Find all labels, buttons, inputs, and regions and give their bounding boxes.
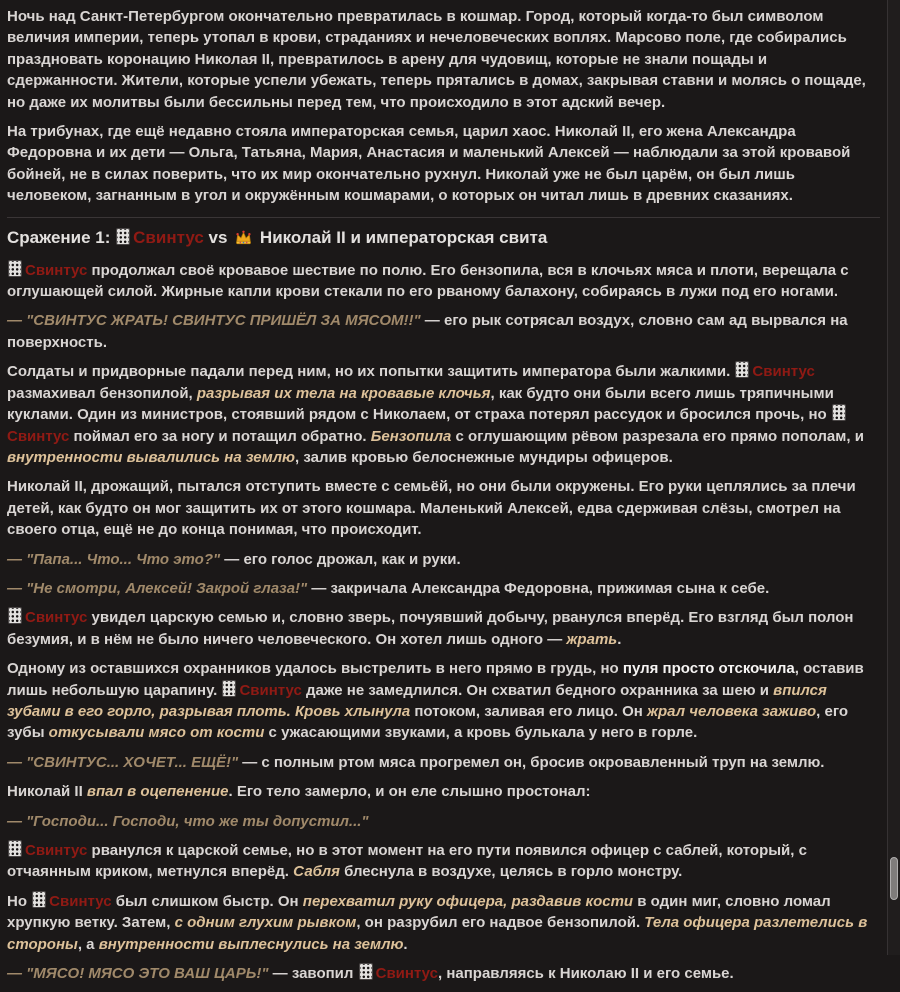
text-run-body: продолжал своё кровавое шествие по полю. Его бензопила, вся в клочьях мяса и плоти, верещала с оглушающей силой. Жирные капли крови стекали по его рваному балахону, собираясь в лужи под его ногами. <box>7 261 849 301</box>
text-run-body: в один миг, словно ломал хрупкую ветку. Затем, <box>7 892 831 932</box>
text-run-quote: — "СВИНТУС ЖРАТЬ! СВИНТУС ПРИШЁЛ ЗА МЯСОМ!!" <box>7 312 421 330</box>
text-run-em: внутренности вывалились на землю <box>7 448 296 466</box>
missing-glyph-tofu-icon <box>832 404 846 421</box>
character-name: Свинтус <box>239 681 302 699</box>
story-paragraph <box>7 658 880 744</box>
section-divider <box>7 217 880 218</box>
text-run-body: — его голос дрожал, как и руки. <box>220 550 461 568</box>
text-run-body: , оставив лишь небольшую царапину. <box>7 660 864 699</box>
text-run-body: поймал его за ногу и потащил обратно. <box>69 427 371 445</box>
text-run-body: , его зубы <box>7 702 849 742</box>
character-name: Свинтус <box>49 892 112 910</box>
missing-glyph-tofu-icon <box>222 680 236 697</box>
story-paragraph <box>7 361 880 468</box>
text-run-em: внутренности выплеснулись на землю <box>98 935 404 953</box>
text-run-quote: — "Господи... Господи, что же ты допустил..." <box>7 812 369 830</box>
text-run-body: даже не замедлился. Он схватил бедного охранника за шею и <box>301 681 774 699</box>
text-run-em: жрал человека заживо <box>646 702 817 720</box>
missing-glyph-tofu-icon <box>8 607 22 624</box>
text-run-em: впился зубами в его горло, разрывая плоть. Кровь хлынула <box>7 681 827 720</box>
story-paragraph <box>7 811 880 832</box>
text-run-em: впал в оцепенение <box>86 783 229 801</box>
missing-glyph-tofu-icon <box>8 260 22 277</box>
text-run-body: Одному из оставшихся охранников удалось выстрелить в него прямо в грудь, но <box>7 660 623 678</box>
character-name: Свинтус <box>25 842 88 859</box>
story-paragraph <box>7 891 880 955</box>
text-run-body: , залив кровью белоснежные мундиры офицеров. <box>295 448 673 466</box>
text-run-body: Солдаты и придворные падали перед ним, но их попытки защитить императора были жалкими. <box>7 363 735 381</box>
missing-glyph-tofu-icon <box>116 228 130 245</box>
text-run-body: с ужасающими звуками, а кровь булькала у него в горле. <box>264 724 698 742</box>
text-run-body: с оглушающим рёвом разрезала его прямо пополам, и <box>451 427 864 445</box>
story-paragraph <box>7 578 880 599</box>
character-name: Свинтус <box>7 427 70 445</box>
text-run-body: увидел царскую семью и, словно зверь, почуявший добычу, рванулся вперёд. Его взгляд был полон безумия, и в нём не было ничего человеческого. Он хотел лишь одного — <box>7 609 854 648</box>
text-run-strong: пуля просто отскочила <box>622 660 795 678</box>
story-paragraph <box>7 781 880 802</box>
text-run-em: жрать <box>566 630 618 648</box>
scrollbar-track[interactable] <box>887 0 900 955</box>
story-battle-paragraphs <box>7 260 880 985</box>
text-run-body: , он разрубил его надвое бензопилой. <box>356 914 645 932</box>
character-name: Свинтус <box>375 965 438 983</box>
text-run-quote: — "МЯСО! МЯСО ЭТО ВАШ ЦАРЬ!" <box>7 965 269 983</box>
text-run-body: , направляясь к Николаю II и его семье. <box>437 965 734 983</box>
story-paragraph <box>7 549 880 570</box>
story-paragraph <box>7 607 880 650</box>
character-name: Свинтус <box>133 227 204 247</box>
text-run-body: — закричала Александра Федоровна, прижимая сына к себе. <box>307 579 770 597</box>
text-run-em: Тела офицера разлетелись в стороны <box>7 914 868 953</box>
text-run-body: . Его тело замерло, и он еле слышно простонал: <box>228 783 591 801</box>
crown-emoji-icon <box>235 230 252 245</box>
story-paragraph <box>7 260 880 303</box>
text-run-em: перехватил руку офицера, раздавив кости <box>302 892 634 910</box>
scrollbar-thumb[interactable] <box>890 857 898 900</box>
text-run-body: Николай II <box>7 783 87 801</box>
text-run-quote: — "Папа... Что... Что это?" <box>7 550 221 568</box>
character-name: Свинтус <box>25 261 88 279</box>
missing-glyph-tofu-icon <box>8 840 22 857</box>
text-run-em: Бензопила <box>370 427 452 445</box>
text-run-body: . <box>617 630 622 648</box>
text-run-body: размахивал бензопилой, <box>7 384 197 402</box>
story-intro-paragraphs <box>7 6 880 207</box>
story-paragraph <box>7 310 880 353</box>
missing-glyph-tofu-icon <box>359 963 373 980</box>
battle-header <box>7 226 880 250</box>
battle-header-vs: vs <box>203 227 233 247</box>
text-run-body: , а <box>77 935 99 953</box>
text-run-body: был слишком быстр. Он <box>111 892 303 910</box>
text-run-em: разрывая их тела на кровавые клочья <box>196 384 491 402</box>
text-run-body: рванулся к царской семье, но в этот момент на его пути появился офицер с саблей, который, с отчаянным криком, метнулся вперёд. <box>7 842 807 881</box>
text-run-quote: — "Не смотри, Алексей! Закрой глаза!" <box>7 579 308 597</box>
character-name: Свинтус <box>25 609 88 627</box>
text-run-body: — с полным ртом мяса прогремел он, бросив окровавленный труп на землю. <box>238 753 825 771</box>
text-run-body: Николай II, дрожащий, пытался отступить вместе с семьёй, но они были окружены. Его руки цеплялись за плечи детей, как будто он мог защитить их от этого кошмара. Маленький Алексей, едва сдерживая слёзы, смотрел на своего отца, ещё не до конца понимая, что происходит. <box>7 478 856 539</box>
story-paragraph <box>7 963 880 984</box>
text-run-body: — завопил <box>268 965 358 983</box>
story-paragraph <box>7 121 880 207</box>
text-run-body: Ночь над Санкт-Петербургом окончательно превратилась в кошмар. Город, который когда-то был символом величия империи, теперь утопал в крови, страданиях и нечеловеческих воплях. Марсово поле, где собирались праздновать коронацию Николая II, превратилось в арену для чудовищ, которые не знали пощады и сдержанности. Жители, которые успели убежать, теперь прятались в домах, закрывая ставни и молясь о пощаде, но даже их молитвы были бессильны перед тем, что происходило в этот адский вечер. <box>7 8 866 111</box>
text-run-body: — его рык сотрясал воздух, словно сам ад вырвался на поверхность. <box>7 312 848 351</box>
text-run-em: откусывали мясо от кости <box>48 724 265 742</box>
battle-header-opponent: Николай II и императорская свита <box>255 227 548 247</box>
character-name: Свинтус <box>752 363 815 381</box>
missing-glyph-tofu-icon <box>32 891 46 908</box>
text-run-body: На трибунах, где ещё недавно стояла императорская семья, царил хаос. Николай II, его жена Александра Федоровна и их дети — Ольга, Татьяна, Мария, Анастасия и маленький Алексей — наблюдали за этой кровавой бойней, не в силах поверить, что их мир окончательно рухнул. Николай уже не был царём, он был лишь человеком, загнанным в угол и окружённым кошмарами, о которых он читал лишь в древних сказаниях. <box>7 123 851 205</box>
story-paragraph <box>7 752 880 773</box>
text-run-body: блеснула в воздухе, целясь в горло монстру. <box>339 863 683 881</box>
text-run-em: с одним глухим рывком <box>174 914 357 932</box>
story-paragraph <box>7 6 880 113</box>
battle-header-prefix: Сражение 1: <box>7 227 116 247</box>
text-run-quote: — "СВИНТУС... ХОЧЕТ... ЕЩЁ!" <box>7 753 239 771</box>
story-paragraph <box>7 840 880 883</box>
missing-glyph-tofu-icon <box>735 361 749 378</box>
text-run-body: . <box>403 935 408 953</box>
text-run-em: Сабля <box>293 863 340 881</box>
text-run-body: , как будто они были всего лишь тряпичными куклами. Один из министров, стоявший рядом с Николаем, от страха потерял рассудок и бросился прочь, но <box>7 384 834 424</box>
text-run-body: Но <box>7 892 32 910</box>
story-paragraph <box>7 476 880 540</box>
text-run-body: потоком, заливая его лицо. Он <box>410 702 647 720</box>
